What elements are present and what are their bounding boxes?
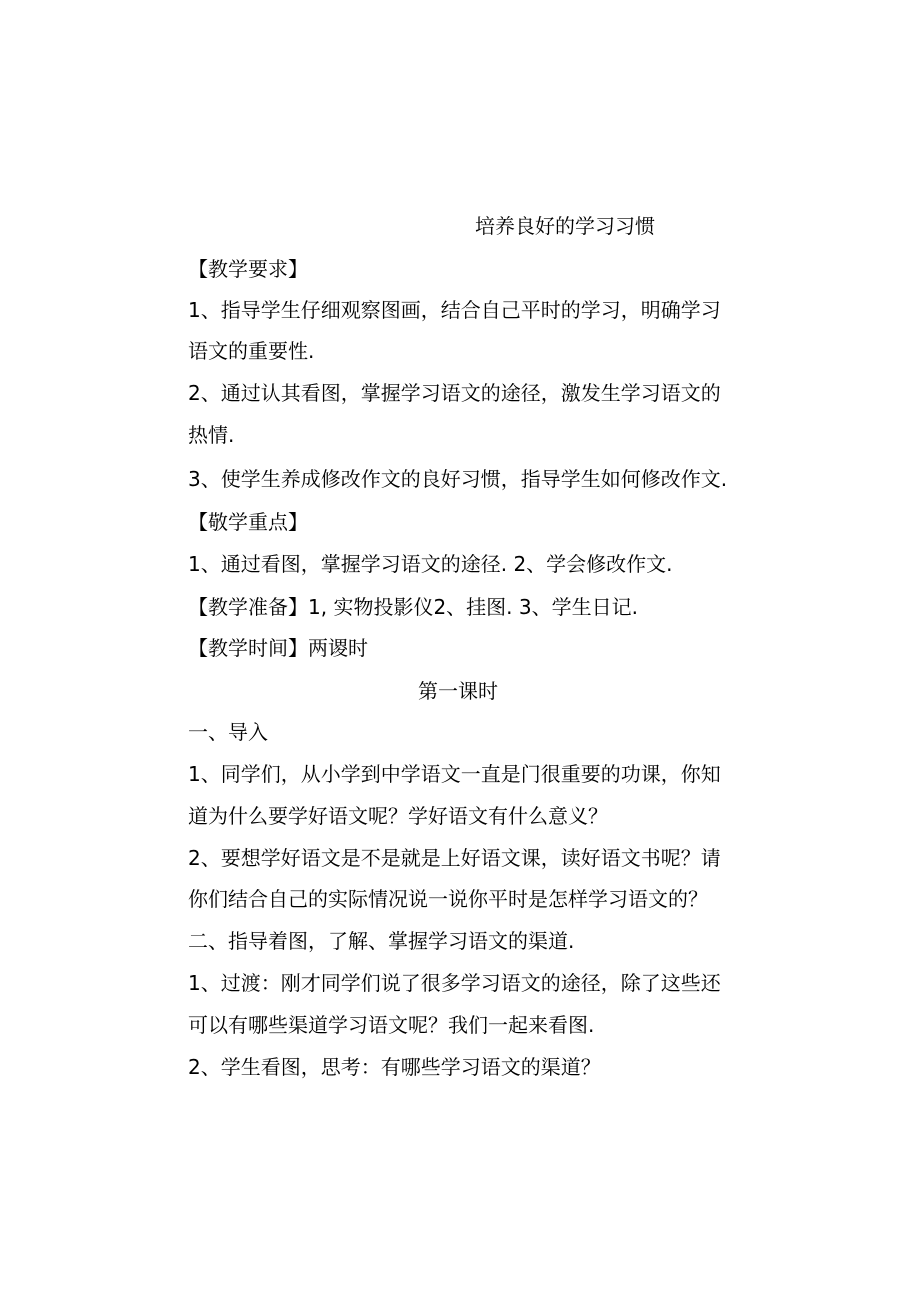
paragraph-1-line-2: 道为什么要学好语文呢？学好语文有什么意义？ [188,804,608,828]
requirement-1-line-2: 语文的重要性. [188,339,315,363]
requirement-2-line-1: 2、通过认其看图，掌握学习语文的途径，激发生学习语文的 [188,381,721,405]
paragraph-1-line-1: 1、同学们，从小学到中学语文一直是门很重要的功课，你知 [188,762,721,786]
document-title: 培养良好的学习习惯 [475,214,655,238]
paragraph-4: 2、学生看图，思考：有哪些学习语文的渠道？ [188,1055,601,1079]
requirement-3: 3、使学生养成修改作文的良好习惯，指导学生如何修改作文. [188,467,728,491]
focus-items: 1、通过看图，掌握学习语文的途径. 2、学会修改作文. [188,552,673,576]
preparation: 【教学准备】1, 实物投影仪2、挂图. 3、学生日记. [188,595,638,619]
teaching-time: 【教学时间】两谡时 [188,636,368,660]
requirement-2-line-2: 热情. [188,423,235,447]
requirement-1-line-1: 1、指导学生仔细观察图画，结合自己平时的学习，明确学习 [188,298,721,322]
requirements-heading: 【教学要求】 [188,257,308,281]
paragraph-3-line-1: 1、过渡：刚才同学们说了很多学习语文的途径，除了这些还 [188,971,721,995]
focus-heading: 【敬学重点】 [188,510,308,534]
part-2-heading: 二、指导着图，了解、掌握学习语文的渠道. [188,929,575,953]
paragraph-2-line-2: 你们结合自己的实际情况说一说你平时是怎样学习语文的？ [188,887,708,911]
part-1-heading: 一、导入 [188,720,268,744]
paragraph-3-line-2: 可以有哪些渠道学习语文呢？我们一起来看图. [188,1013,595,1037]
lesson-title: 第一课时 [418,679,498,703]
paragraph-2-line-1: 2、要想学好语文是不是就是上好语文课，读好语文书呢？请 [188,846,721,870]
